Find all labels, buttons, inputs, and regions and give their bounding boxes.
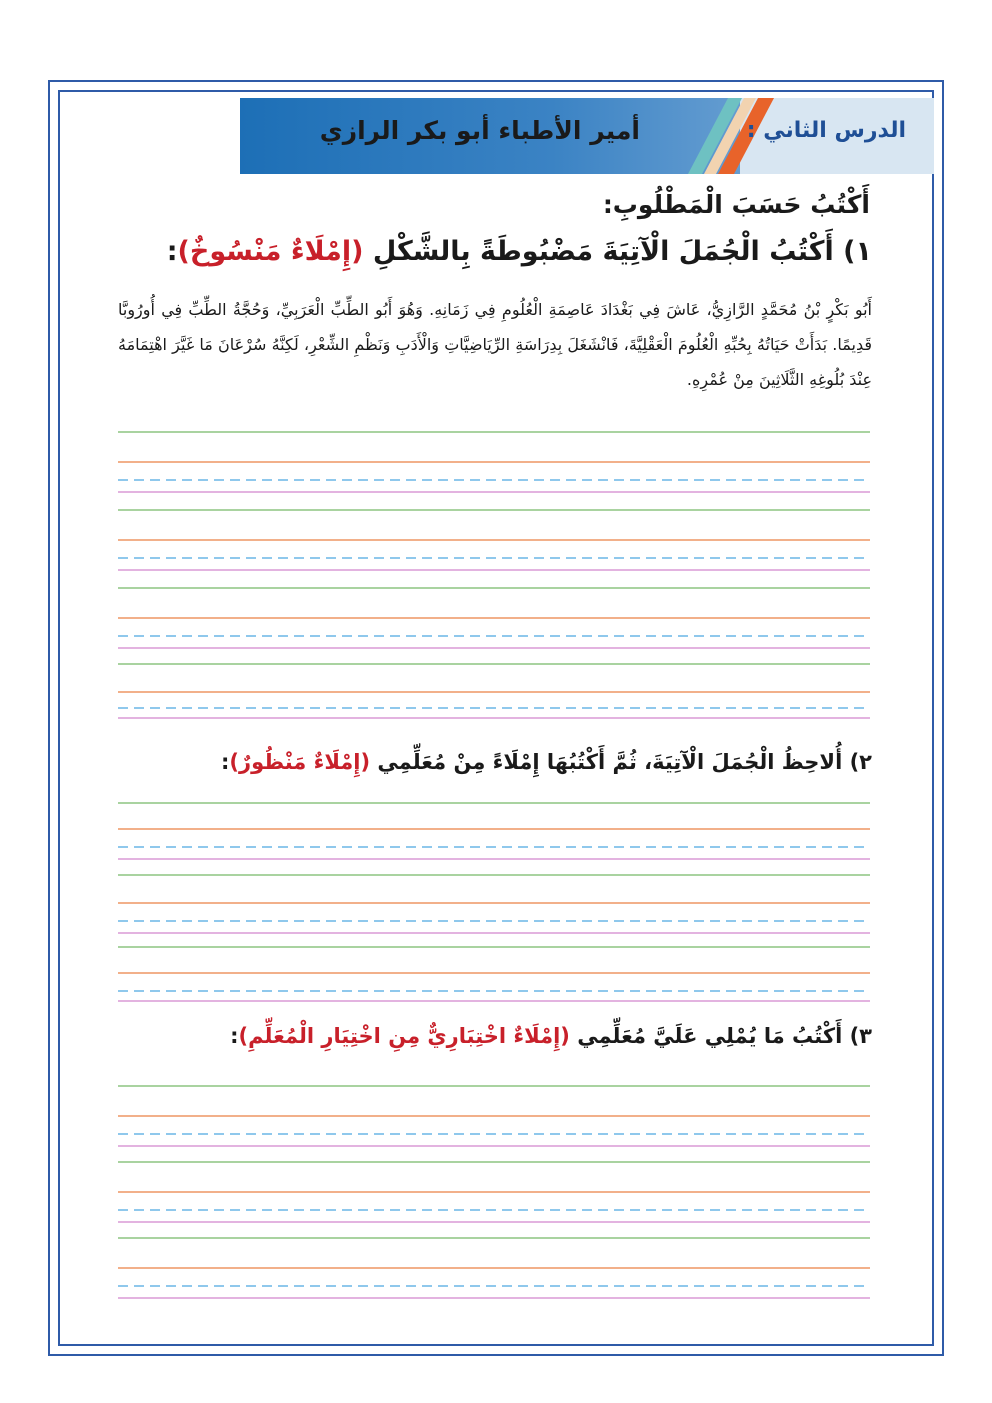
question-2-colon: : [220,750,230,774]
question-3-type: (إِمْلَاءٌ اخْتِبَارِيٌّ مِنِ اخْتِيَارِ الْمُعَلِّمِ) [238,1024,570,1048]
question-3-colon: : [230,1024,239,1048]
question-2 [221,750,872,774]
question-3 [230,1024,872,1048]
question-3-text: ٣) أَكْتُبُ مَا يُمْلِي عَلَيَّ مُعَلِّمِي [577,1024,872,1048]
lesson-label: الدرس الثاني : [746,118,906,143]
line-group-3a [118,1086,870,1146]
line-group-2b [118,875,870,933]
writing-lines-3[interactable] [118,1078,870,1308]
lesson-title: أمير الأطباء أبو بكر الرازي [319,116,640,145]
question-1 [167,236,872,267]
line-group-1a [118,432,870,492]
line-group-1c [118,588,870,648]
question-1-type: (إِمْلَاءٌ مَنْسُوخٌ) [177,236,364,267]
line-group-1d [118,664,870,718]
question-2-type: (إِمْلَاءٌ مَنْظُورٌ) [229,750,371,774]
passage-text: أَبُو بَكْرٍ بْنُ مُحَمَّدٍ الرَّازِيُّ، عَاشَ فِي بَغْدَادَ عَاصِمَةِ الْعُلُومِ فِي زَمَانِهِ. وَهُوَ أَبُو الطِّبِّ الْعَرَبِيِّ، وَحُجَّةُ الطِّبِّ فِي أُورُوبَّا قَدِيمًا. بَدَأَتْ حَيَاتُهُ بِحُبِّهِ الْعُلُومَ الْعَقْلِيَّةَ، فَانْشَغَلَ بِدِرَاسَةِ الرِّيَاضِيَّاتِ وَالْأَدَبِ وَنَظْمِ الشِّعْرِ، لَكِنَّهُ سُرْعَانَ مَا غَيَّرَ اهْتِمَامَهُ عِنْدَ بُلُوغِهِ الثَّلَاثِينَ مِنْ عُمْرِهِ. [118,300,872,389]
line-group-2a [118,803,870,859]
line-group-2c [118,947,870,1001]
question-1-text: ١) أَكْتُبُ الْجُمَلَ الْآتِيَةَ مَضْبُوطَةً بِالشَّكْلِ [372,236,872,267]
writing-lines-2[interactable] [118,795,870,1005]
writing-lines-1[interactable] [118,420,870,730]
question-2-text: ٢) أُلاحِظُ الْجُمَلَ الْآتِيَةَ، ثُمَّ أَكْتُبُهَا إِمْلَاءً مِنْ مُعَلِّمِي [377,750,872,774]
question-1-colon: : [166,236,178,267]
line-group-3b [118,1162,870,1222]
instruction-heading: أَكْتُبُ حَسَبَ الْمَطْلُوبِ: [602,190,870,219]
line-group-1b [118,510,870,570]
line-group-3c [118,1238,870,1298]
